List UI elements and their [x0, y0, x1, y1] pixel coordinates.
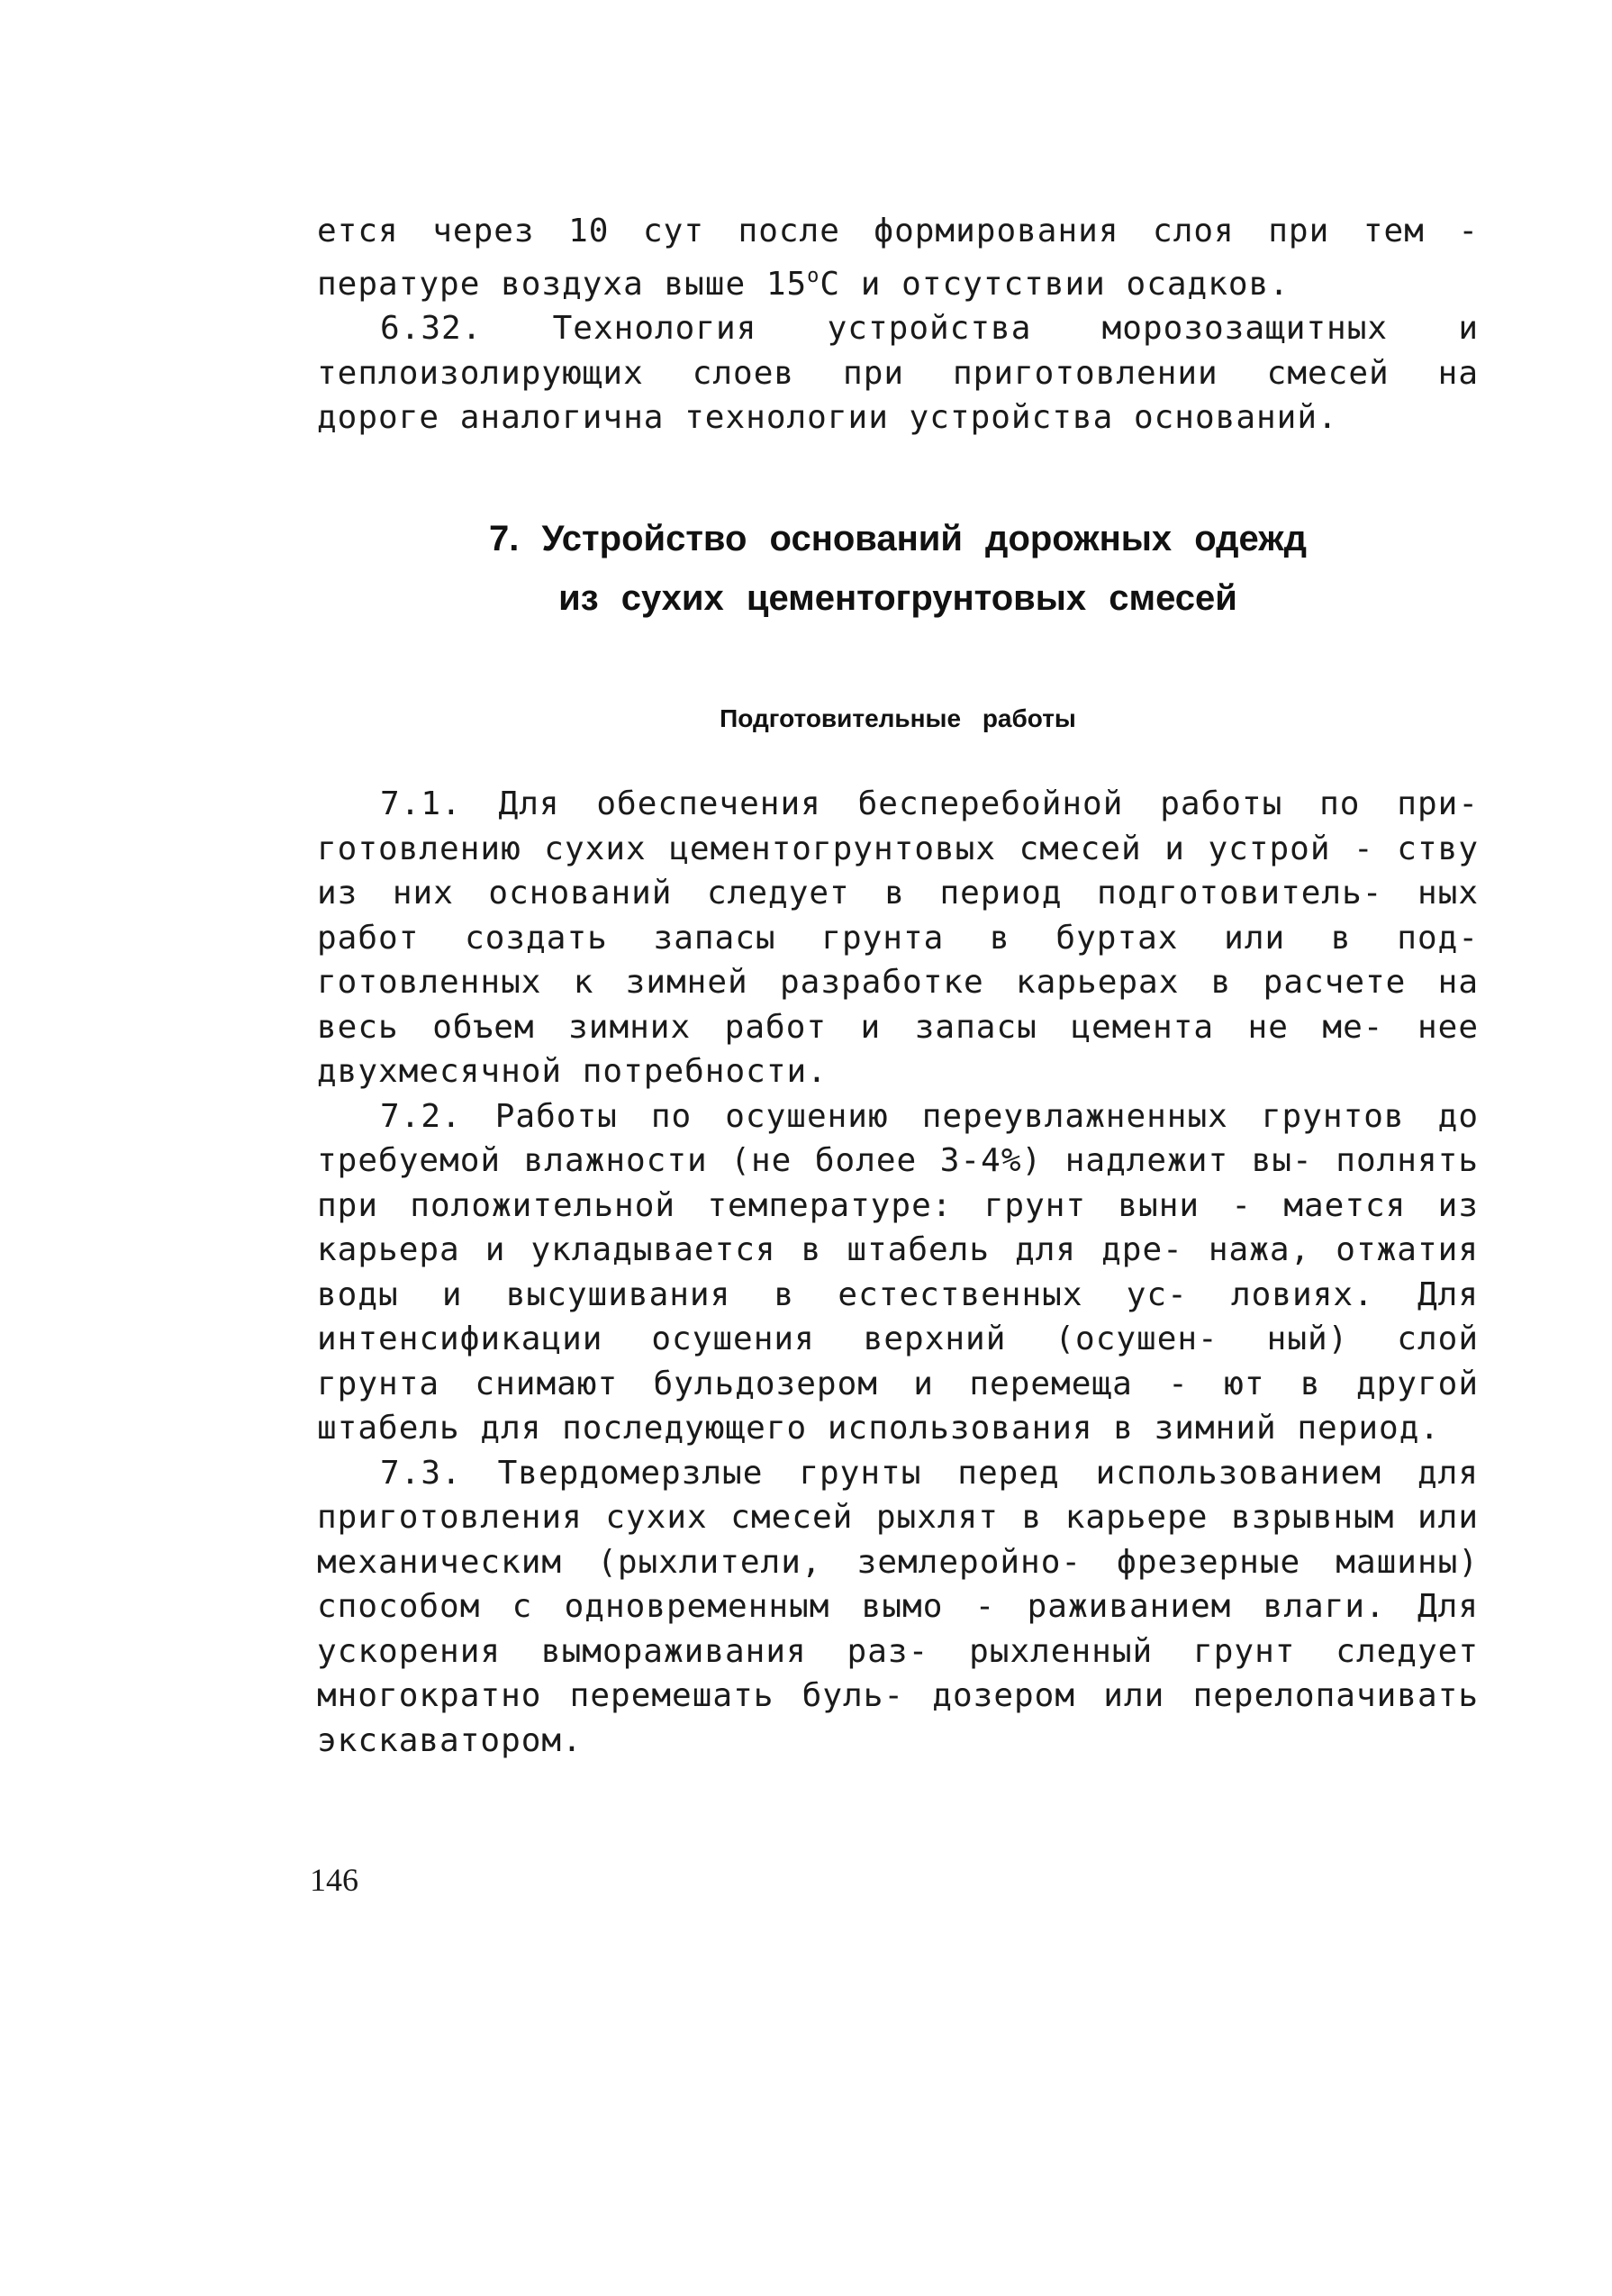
paragraph-7-1: 7.1. Для обеспечения бесперебойной работы по при- готовлению сухих цементогрунтовых смесей и устрой - ству из них оснований следует в период подготовитель- ных работ создать запасы грунта в буртах или в под- готовленных к зимней разработке карьерах в расчете на весь объем зимних работ и запасы цемента не ме- нее двухмесячной потребности.: [317, 785, 1479, 1090]
paragraph-7-3: 7.3. Твердомерзлые грунты перед использованием для приготовления сухих смесей рыхлят в карьере взрывным или механическим (рыхлители, землеройно- фрезерные машины) способом с одновременным вымо - раживанием влаги. Для ускорения вымораживания раз- рыхленный грунт следует многократно перемешать буль- дозером или перелопачивать экскаватором.: [317, 1454, 1479, 1759]
continuation-paragraph: [317, 209, 1479, 306]
top-text-block: [317, 209, 1479, 440]
paragraph-7-2: 7.2. Работы по осушению переувлажненных грунтов до требуемой влажности (не более 3-4%) надлежит вы- полнять при положительной температуре: грунт выни - мается из карьера и укладывается в штабель для дре- нажа, отжатия воды и высушивания в естественных ус- ловиях. Для интенсификации осушения верхний (осушен- ный) слой грунта снимают бульдозером и перемеща - ют в другой штабель для последующего использования в зимний период.: [317, 1097, 1479, 1447]
continuation-text: ется через 10 сут после формирования слоя при тем - пературе воздуха выше 15: [317, 213, 1479, 303]
degree-superscript: о: [807, 264, 820, 287]
continuation-text-end: С и отсутствии осадков.: [820, 265, 1290, 303]
section-title-line-1: 7. Устройство оснований дорожных одежд: [488, 519, 1308, 558]
section-subtitle: Подготовительные работы: [720, 704, 1076, 732]
section-title-line-2: из сухих цементогрунтовых смесей: [558, 578, 1237, 618]
section-title: [317, 509, 1479, 628]
page-number: 146: [310, 1862, 358, 1898]
paragraph-6-32: 6.32. Технология устройства морозозащитных и теплоизолирующих слоев при приготовлении смесей на дороге аналогична технологии устройства оснований.: [317, 310, 1479, 436]
body-text-block: [317, 782, 1479, 1763]
